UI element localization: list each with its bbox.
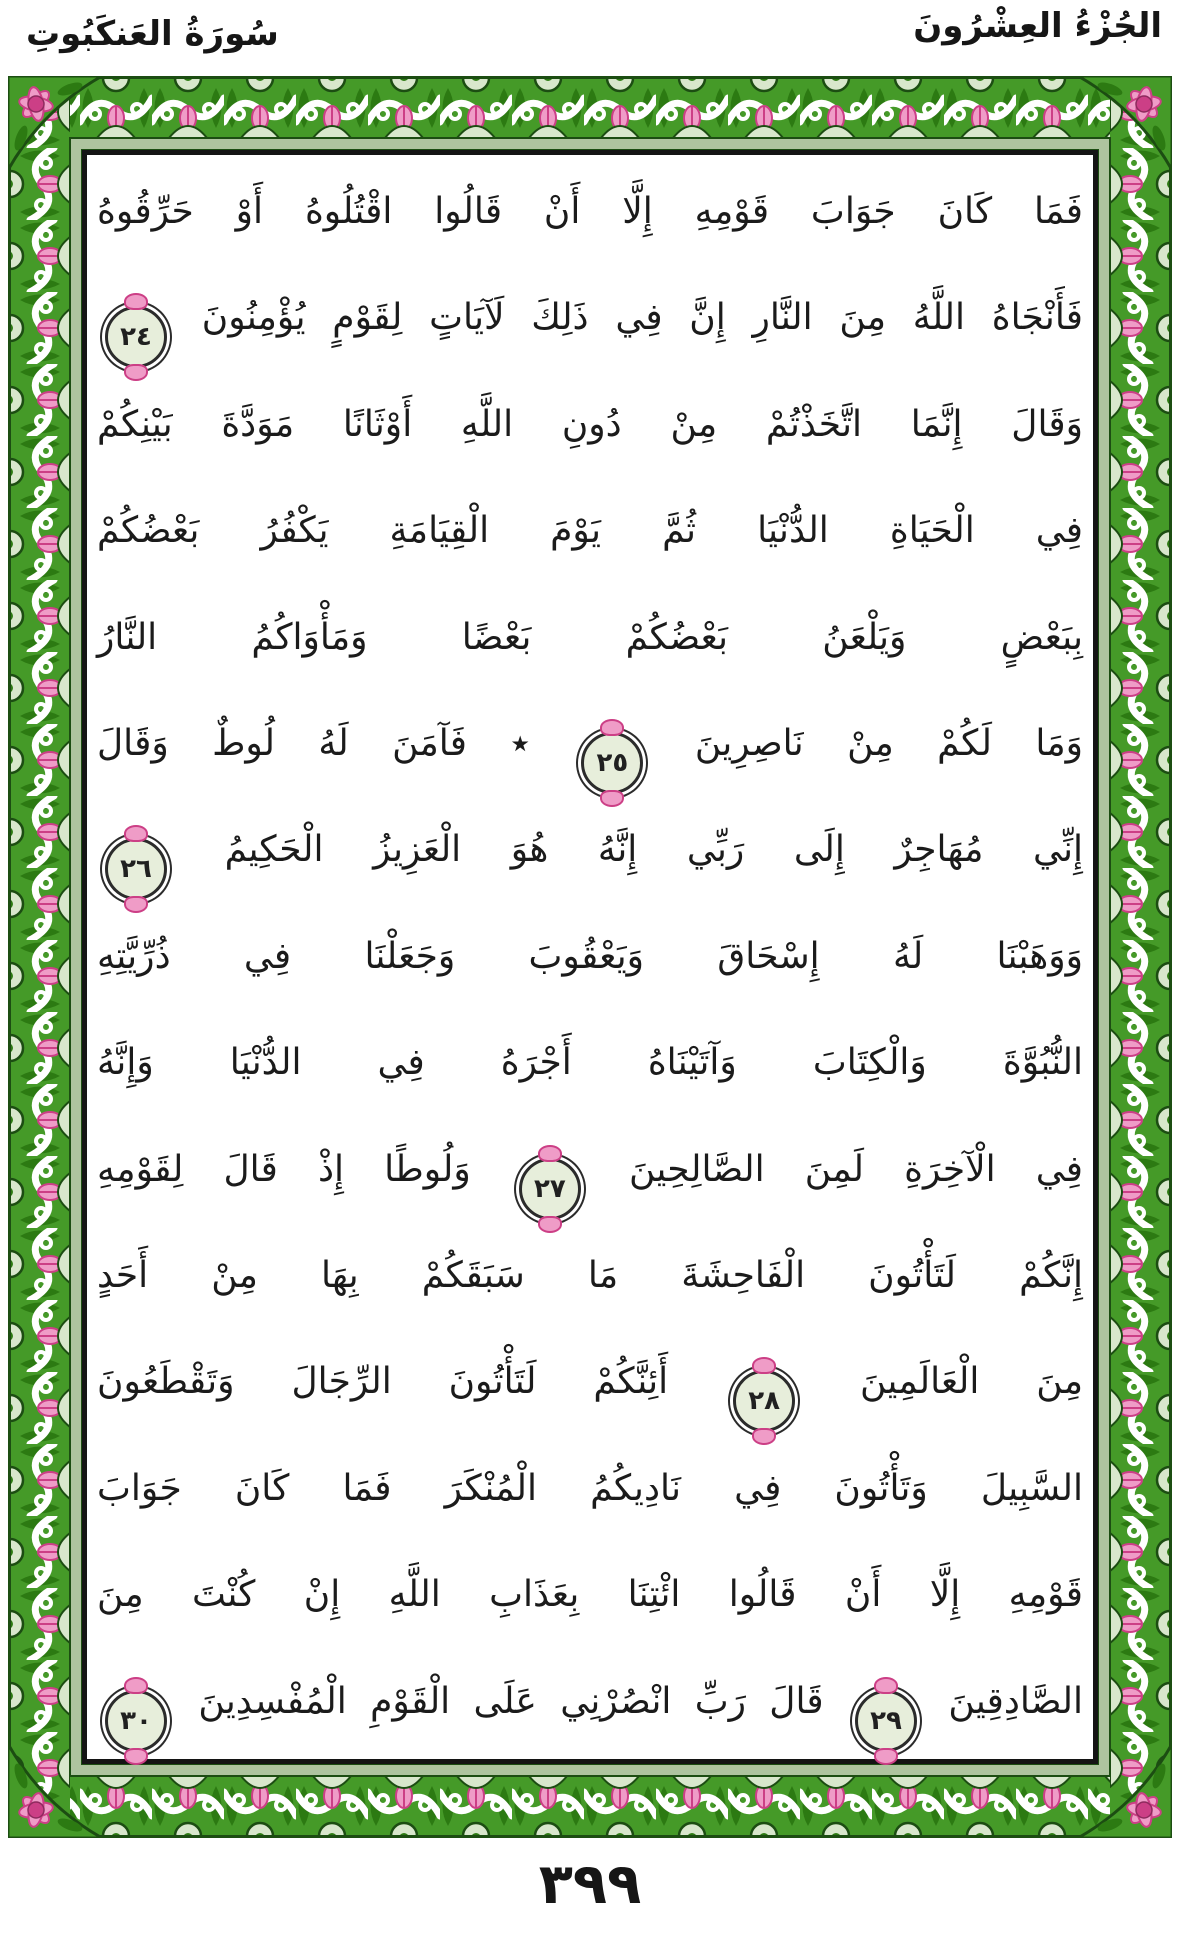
quran-line (97, 159, 1083, 265)
ayah-text: فِي الْآخِرَةِ لَمِنَ الصَّالِحِينَ (629, 1148, 1083, 1190)
verse-number-medallion: ٢٥ (581, 732, 643, 794)
quran-line (97, 1117, 1083, 1223)
ayah-text: ٭ فَآمَنَ لَهُ لُوطٌ وَقَالَ (97, 723, 530, 765)
juz-title: الجُزْءُ العِشْرُونَ (913, 6, 1162, 46)
quran-line (97, 797, 1083, 903)
ayah-text: بِبَعْضٍ وَيَلْعَنُ بَعْضُكُمْ بَعْضًا وَمَأْوَاكُمُ النَّارُ (97, 616, 1083, 658)
verse-number-medallion: ٢٨ (733, 1370, 795, 1432)
verse-number-medallion: ٢٦ (105, 838, 167, 900)
ayah-text: النُّبُوَّةَ وَالْكِتَابَ وَآتَيْنَاهُ أَجْرَهُ فِي الدُّنْيَا وَإِنَّهُ (97, 1042, 1083, 1084)
ayah-text: وَمَا لَكُمْ مِنْ نَاصِرِينَ (694, 723, 1084, 765)
quran-line (97, 691, 1083, 797)
quran-line (97, 372, 1083, 478)
surah-title: سُورَةُ العَنكَبُوتِ (26, 14, 279, 54)
ayah-text: قَوْمِهِ إِلَّا أَنْ قَالُوا ائْتِنَا بِعَذَابِ اللَّهِ إِنْ كُنْتَ مِنَ (97, 1574, 1083, 1616)
quran-line (97, 585, 1083, 691)
ayah-text: وَوَهَبْنَا لَهُ إِسْحَاقَ وَيَعْقُوبَ وَجَعَلْنَا فِي ذُرِّيَّتِهِ (97, 935, 1083, 977)
quran-line (97, 265, 1083, 371)
verse-number-medallion: ٢٤ (105, 306, 167, 368)
ayah-text: إِنِّي مُهَاجِرٌ إِلَى رَبِّي إِنَّهُ هُوَ الْعَزِيزُ الْحَكِيمُ (224, 829, 1083, 871)
ayah-text: إِنَّكُمْ لَتَأْتُونَ الْفَاحِشَةَ مَا سَبَقَكُمْ بِهَا مِنْ أَحَدٍ (97, 1255, 1083, 1297)
text-frame (82, 150, 1098, 1764)
verse-number-medallion: ٣٠ (105, 1690, 167, 1752)
quran-line (97, 1649, 1083, 1755)
quran-line (97, 1010, 1083, 1116)
quran-line (97, 1329, 1083, 1435)
quran-line (97, 1223, 1083, 1329)
ayah-text: فَأَنْجَاهُ اللَّهُ مِنَ النَّارِ إِنَّ فِي ذَلِكَ لَآيَاتٍ لِقَوْمٍ يُؤْمِنُونَ (201, 297, 1083, 339)
ayah-text: أَئِنَّكُمْ لَتَأْتُونَ الرِّجَالَ وَتَقْطَعُونَ (97, 1361, 669, 1403)
ayah-text: فَمَا كَانَ جَوَابَ قَوْمِهِ إِلَّا أَنْ قَالُوا اقْتُلُوهُ أَوْ حَرِّقُوهُ (97, 191, 1083, 232)
verse-number-medallion: ٢٧ (519, 1158, 581, 1220)
ayah-text: وَقَالَ إِنَّمَا اتَّخَذْتُمْ مِنْ دُونِ اللَّهِ أَوْثَانًا مَوَدَّةَ بَيْنِكُمْ (97, 403, 1083, 445)
ayah-text: الصَّادِقِينَ (948, 1680, 1084, 1722)
ayah-text: فِي الْحَيَاةِ الدُّنْيَا ثُمَّ يَوْمَ الْقِيَامَةِ يَكْفُرُ بَعْضُكُمْ (97, 510, 1083, 552)
ayah-text: قَالَ رَبِّ انْصُرْنِي عَلَى الْقَوْمِ الْمُفْسِدِينَ (198, 1680, 824, 1722)
ayah-text: وَلُوطًا إِذْ قَالَ لِقَوْمِهِ (97, 1148, 471, 1190)
quran-line (97, 1542, 1083, 1648)
quran-line (97, 478, 1083, 584)
page-number: ٣٩٩ (538, 1852, 642, 1917)
quran-lines (97, 159, 1083, 1755)
ayah-text: مِنَ الْعَالَمِينَ (860, 1361, 1083, 1403)
ayah-text: السَّبِيلَ وَتَأْتُونَ فِي نَادِيكُمُ الْمُنْكَرَ فَمَا كَانَ جَوَابَ (97, 1467, 1083, 1509)
verse-number-medallion: ٢٩ (855, 1690, 917, 1752)
quran-line (97, 1436, 1083, 1542)
quran-line (97, 904, 1083, 1010)
